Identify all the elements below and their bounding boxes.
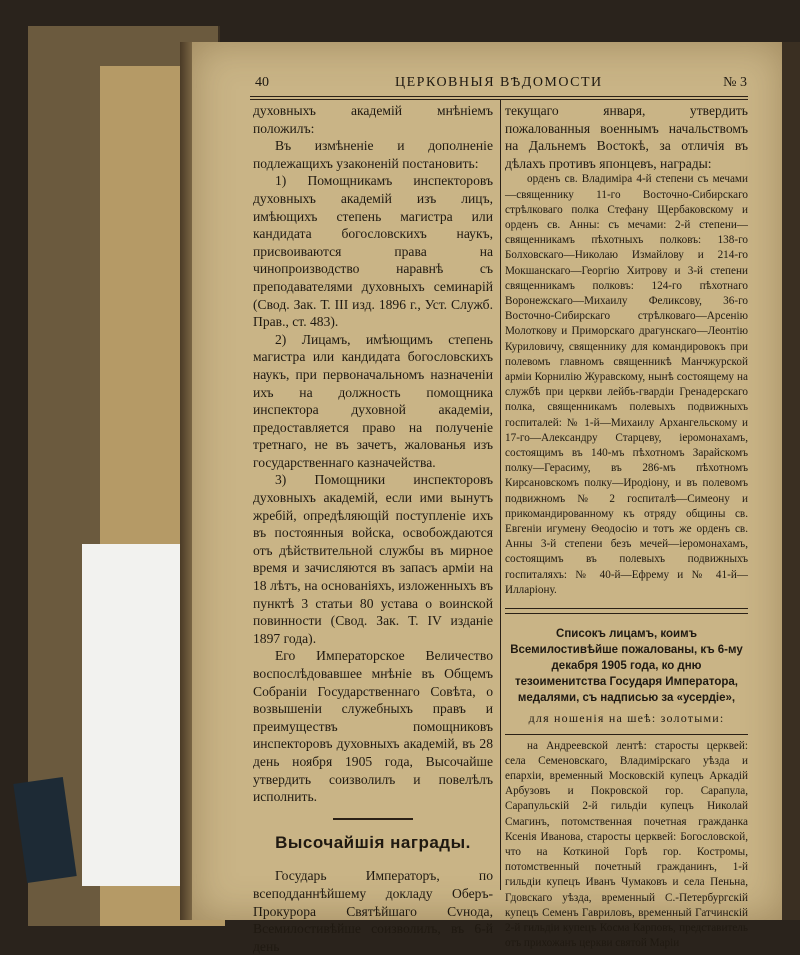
left-paragraph: Государь Императоръ, по всеподданнѣйшему докладу Оберъ-Прокурора Святѣйшаго Сvнода, Всемилостивѣйше соизволилъ, въ 6-й день bbox=[253, 868, 493, 954]
white-paper-strip bbox=[82, 544, 184, 886]
page-right-edge bbox=[782, 42, 800, 920]
section-heading: Высочайшія награды. bbox=[275, 832, 471, 852]
left-paragraph: 3) Помощники инспекторовъ духовныхъ академій, если ими вынутъ жребій, опредѣляющій поступленіе ихъ въ постоянныя войска, освобождаются отъ дѣйствительной службы въ мирное время и зачисляются въ запасъ арміи на 18 лѣтъ, на основаніяхъ, изложенныхъ въ пунктѣ 3 статьи 80 устава о воинской повинности (Свод. Зак. Т. IV изданіе 1897 года). bbox=[253, 472, 493, 646]
column-divider bbox=[500, 100, 501, 890]
left-paragraph: 2) Лицамъ, имѣющимъ степень магистра или кандидата богословскихъ наукъ, при первоначальномъ назначеніи ихъ на должность помощника инспектора духовной академіи, предоставляется право на полученіе третнаго, не въ зачетъ, жалованья изъ государственнаго казначейства. bbox=[253, 331, 493, 470]
right-rule bbox=[505, 613, 748, 614]
page-number: 40 bbox=[255, 75, 269, 90]
header-rule-thin bbox=[250, 99, 748, 100]
header-rule bbox=[250, 96, 748, 97]
left-paragraph: 1) Помощникамъ инспекторовъ духовныхъ академій изъ лицъ, имѣющихъ степень магистра или кандидата богословскихъ наукъ, присвоиваются права на чинопроизводство наравнѣ съ преподавателями духовныхъ семинарій (Свод. Зак. Т. III изд. 1896 г., Уст. Служб. Прав., ст. 483). bbox=[253, 173, 493, 330]
left-column bbox=[253, 102, 493, 955]
right-paragraph: текущаго января, утвердить пожалованныя военнымъ начальствомъ на Дальнемъ Востокѣ, за отличія въ дѣлахъ противъ японцевъ, награды: bbox=[505, 103, 748, 171]
left-paragraph: духовныхъ академій мнѣніемъ положилъ: bbox=[253, 103, 493, 136]
right-paragraph-awards: орденъ св. Владиміра 4-й степени съ мечами—священнику 11-го Восточно-Сибирскаго стрѣлковаго полка Стефану Щербаковскому и орденъ св. Анны: съ мечами: 2-й степени—священникамъ пѣхотныхъ полковъ: 138-го Болховскаго—Николаю Измайлову и 214-го Мокшанскаго—Георгію Хитрову и 3-й степени священникамъ полковъ: 124-го пѣхотнаго Воронежскаго—Михаилу Феликсову, 36-го Восточно-Сибирскаго стрѣлковаго—Арсенію Молоткову и Приморскаго драгунскаго—Леонтію Куриловичу, священнику для командировокъ при полевомъ главномъ священникѣ Манчжурской арміи Корнилію Журавскому, нынѣ состоящему на службѣ при церкви лейбъ-гвардіи Гренадерскаго полка, священникамъ полевыхъ подвижныхъ госпиталей: № 1-й—Михаилу Архангельскому и 17-го—Александру Старцеву, іеромонахамъ, состоящимъ въ 140-мъ пѣхотномъ Зарайскомъ полку—Герасиму, въ 286-мъ пѣхотномъ Кирсановскомъ полку—Иродіону, и въ полевомъ подвижномъ № 2 госпиталѣ—Симеону и прикомандированному къ отряду общины св. Евгеніи игумену Ѳеодосію и тотъ же орденъ св. Анны 3-й степени безъ мечей—іеромонахамъ, состоящимъ въ полевыхъ подвижныхъ госпиталяхъ: № 40-й—Ефрему и № 41-й—Илларіону. bbox=[505, 173, 748, 596]
list-heading: Списокъ лицамъ, коимъ Всемилостивѣйше пожалованы, къ 6-му декабря 1905 года, ко дню тезоименитства Государя Императора, медалями, съ надписью за «усердіе», bbox=[510, 628, 743, 705]
right-rule bbox=[505, 734, 748, 735]
left-paragraph: Въ измѣненіе и дополненіе подлежащихъ узаконеній постановить: bbox=[253, 138, 493, 171]
right-rule bbox=[505, 608, 748, 609]
issue-number: № 3 bbox=[723, 75, 747, 90]
section-separator bbox=[333, 818, 413, 820]
journal-title: ЦЕРКОВНЫЯ ВѢДОМОСТИ bbox=[395, 75, 603, 90]
left-paragraph: Его Императорское Величество воспослѣдовавшее мнѣніе въ Общемъ Собраніи Государственнаго Совѣта, о возвышеніи служебныхъ правъ и преимуществъ помощниковъ инспекторовъ духовныхъ академій, въ 28 день ноября 1905 года, Высочайше утвердить соизволилъ и повелѣлъ исполнить. bbox=[253, 648, 493, 805]
list-subheading: для ношенія на шеѣ: золотыми: bbox=[528, 711, 725, 726]
right-column bbox=[505, 102, 748, 952]
right-paragraph-list: на Андреевской лентѣ: старосты церквей: села Семеновскаго, Владимірскаго уѣзда и епархіи, временный Московскій купецъ Аркадій Арбузовъ и Покровской гор. Сарапула, Сарапульскій 2-й гильдіи купецъ Николай Смагинъ, потомственная почетная гражданка Ксенія Иванова, старосты церквей: Богословской, что на Коткиной Горѣ гор. Костромы, потомственный почетный гражданинъ, 1-й гильдіи купецъ Иванъ Чумаковъ и села Пеньна, Гдовскаго уѣзда, временный С.-Петербургскій купецъ Семенъ Гавриловъ, временный Гатчинскій 2-й гильдіи купецъ Косма Карповъ, представитель отъ прихожанъ церкви святой Маріи bbox=[505, 739, 748, 950]
page-header bbox=[255, 74, 747, 96]
